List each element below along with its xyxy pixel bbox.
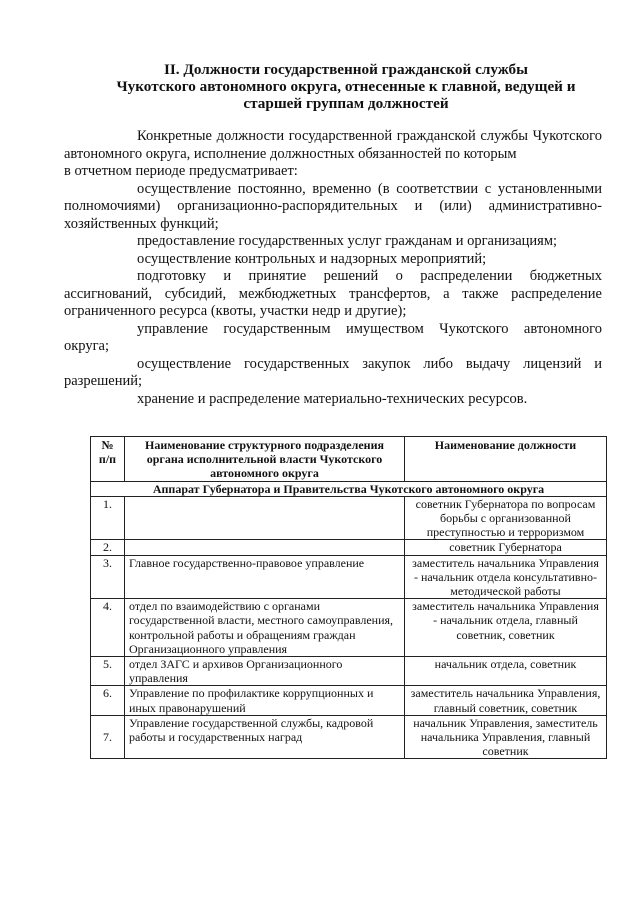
row-dept: Управление государственной службы, кадровой работы и государственных наград [125, 715, 405, 759]
row-position: советник Губернатора по вопросам борьбы с организованной преступностью и терроризмом [405, 496, 607, 540]
row-num: 1. [91, 496, 125, 540]
intro-paragraph-continuation: в отчетном периоде предусматривает: [64, 163, 298, 179]
row-dept [125, 540, 405, 555]
table-row [91, 715, 607, 759]
row-dept: Главное государственно-правовое управление [125, 555, 405, 599]
table-header-row [91, 437, 607, 482]
row-dept [125, 496, 405, 540]
row-num: 7. [91, 715, 125, 759]
table-row [91, 555, 607, 599]
header-dept: Наименование структурного подразделения органа исполнительной власти Чукотского автономного округа [125, 437, 405, 482]
row-position: заместитель начальника Управления, главный советник, советник [405, 686, 607, 715]
duty-item: хранение и распределение материально-технических ресурсов. [137, 390, 528, 407]
header-num: № п/п [91, 437, 125, 482]
row-position: советник Губернатора [405, 540, 607, 555]
table-row [91, 599, 607, 657]
duty-item: осуществление контрольных и надзорных мероприятий; [137, 250, 487, 267]
row-position: заместитель начальника Управления - начальник отдела, главный советник, советник [405, 599, 607, 657]
row-num: 2. [91, 540, 125, 555]
duty-item: осуществление постоянно, временно (в соответствии с установленными полномочиями) организационно-распорядительных и (или) административно-хозяйственных функций; [64, 180, 602, 232]
row-num: 6. [91, 686, 125, 715]
table-row [91, 686, 607, 715]
row-num: 5. [91, 657, 125, 686]
row-num: 3. [91, 555, 125, 599]
table-row [91, 496, 607, 540]
section-title [80, 61, 612, 112]
row-position: заместитель начальника Управления - начальник отдела консультативно-методической работы [405, 555, 607, 599]
title-line-3: старшей группам должностей [243, 95, 449, 112]
intro-text [64, 128, 602, 408]
duty-item: предоставление государственных услуг гражданам и организациям; [137, 233, 558, 249]
row-position: начальник Управления, заместитель начальника Управления, главный советник [405, 715, 607, 759]
row-num: 4. [91, 599, 125, 657]
section-title-cell: Аппарат Губернатора и Правительства Чукотского автономного округа [91, 481, 607, 496]
duty-item: управление государственным имуществом Чукотского автономного округа; [64, 320, 602, 354]
title-line-2: Чукотского автономного округа, отнесенные к главной, ведущей и [116, 78, 576, 95]
row-dept: отдел ЗАГС и архивов Организационного управления [125, 657, 405, 686]
intro-paragraph-part-1: Конкретные должности государственной гражданской службы Чукотского автономного округа, исполнение должностных обязанностей по которым [64, 128, 602, 162]
header-position: Наименование должности [405, 437, 607, 482]
row-position: начальник отдела, советник [405, 657, 607, 686]
title-line-1: II. Должности государственной гражданской службы [163, 61, 528, 78]
positions-table [90, 436, 607, 759]
section-row [91, 481, 607, 496]
row-dept: отдел по взаимодействию с органами государственной власти, местного самоуправления, контрольной работы и обращениям граждан Организационного управления [125, 599, 405, 657]
table-row [91, 540, 607, 555]
duty-item: подготовку и принятие решений о распределении бюджетных ассигнований, субсидий, межбюджетных трансфертов, а также распределение ограниченного ресурса (квоты, участки недр и другие); [64, 268, 602, 319]
table-row [91, 657, 607, 686]
intro-paragraph [64, 128, 602, 163]
duty-item: осуществление государственных закупок либо выдачу лицензий и разрешений; [64, 355, 602, 389]
row-dept: Управление по профилактике коррупционных и иных правонарушений [125, 686, 405, 715]
